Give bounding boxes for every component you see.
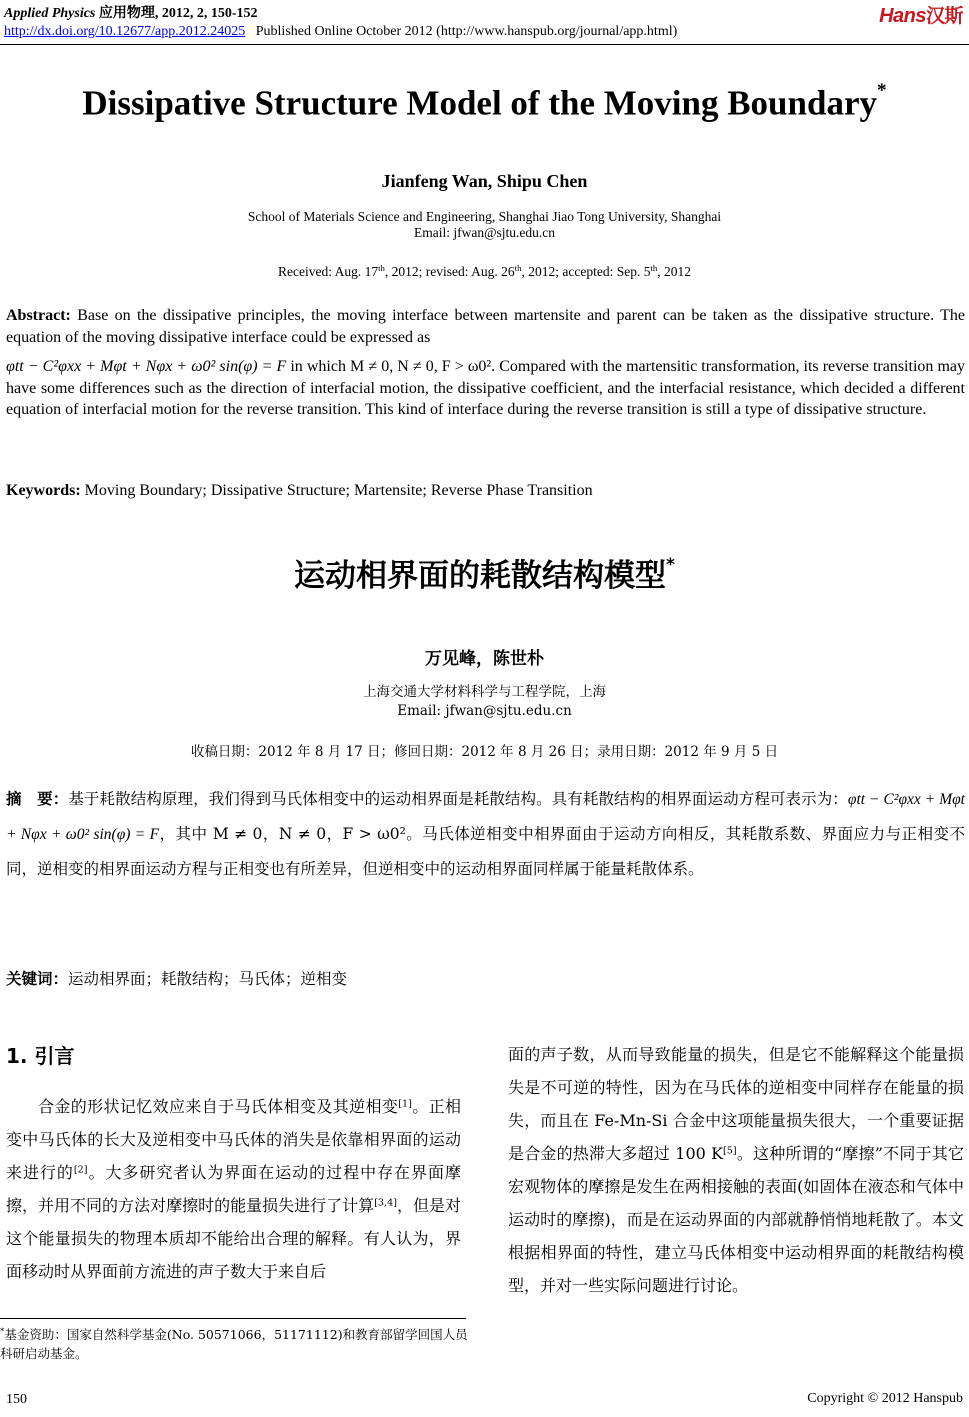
affiliation-text: School of Materials Science and Engineering, Shanghai Jiao Tong University, Shanghai bbox=[247, 209, 722, 224]
abstract-en: Abstract: Base on the dissipative principles, the moving interface between martensite and parent can be taken as the dissipative structure. The equation of the moving dissipative interface could be expressed as φtt − C²φxx + Mφt + Nφx + ω0² sin(φ) = F in which M ≠ 0, N ≠ 0, F > ω0². Compared with the martensitic transformation, its reverse transition may have some differences such as the direction of interfacial motion, the dissipative coefficient, and the interfacial resistance, which decided a different equation of interfacial motion for the reverse transition. This kind of interface during the reverse transition is still a type of dissipative structure. bbox=[6, 307, 965, 418]
doi-line bbox=[4, 24, 677, 40]
equation-en: φtt − C²φxx + Mφt + Nφx + ω0² sin(φ) = F bbox=[6, 358, 287, 375]
keywords-label: Keywords: bbox=[6, 482, 81, 499]
abstract-label: Abstract: bbox=[6, 307, 71, 324]
journal-name-cn: 应用物理 bbox=[98, 6, 155, 21]
citation-3-4[interactable]: [3,4] bbox=[374, 1197, 397, 1209]
abstract-cn: 摘 要：基于耗散结构原理，我们得到马氏体相变中的运动相界面是耗散结构。具有耗散结构的相界面运动方程可表示为：φtt − C²φxx + Mφt + Nφx + ω0² sin(φ) = F，其中 M ≠ 0，N ≠ 0，F > ω0²。马氏体逆相变中相界面由于运动方向相反，其耗散系数、界面应力与正相变不同，逆相变的相界面运动方程与正相变也有所差异，但逆相变中的运动相界面同样属于能量耗散体系。 bbox=[6, 789, 965, 878]
affiliation-cn: 上海交通大学材料科学与工程学院，上海 Email: jfwan@sjtu.edu.cn bbox=[0, 683, 969, 721]
abstract-cn-label: 摘 要： bbox=[6, 789, 69, 808]
dates-cn: 收稿日期：2012 年 8 月 17 日；修回日期：2012 年 8 月 26 日；录用日期：2012 年 9 月 5 日 bbox=[190, 744, 779, 760]
equation-cn: φtt − C²φxx + Mφt + Nφx + ω0² sin(φ) = F bbox=[6, 791, 965, 843]
paper-title-en: Dissipative Structure Model of the Moving Boundary* bbox=[82, 80, 887, 123]
keywords-en: Keywords: Moving Boundary; Dissipative Structure; Martensite; Reverse Phase Transition bbox=[6, 482, 593, 499]
citation-5[interactable]: [5] bbox=[723, 1145, 737, 1157]
paper-title-cn: 运动相界面的耗散结构模型* bbox=[294, 554, 675, 594]
affiliation-en bbox=[0, 209, 969, 241]
intro-left-column: 合金的形状记忆效应来自于马氏体相变及其逆相变[1]。正相变中马氏体的长大及逆相变中马氏体的消失是依靠相界面的运动来进行的[2]。大多研究者认为界面在运动的过程中存在界面摩擦，并用不同的方法对摩擦时的能量损失进行了计算[3,4]，但是对这个能量损失的物理本质却不能给出合理的解释。有人认为，界面移动时从界面前方流进的声子数大于来自后 bbox=[6, 1097, 461, 1281]
volume-info: , 2012, 2, 150-152 bbox=[154, 6, 258, 21]
authors-cn: 万见峰，陈世朴 bbox=[425, 649, 544, 669]
published-info: Published Online October 2012 (http://www.hanspub.org/journal/app.html) bbox=[255, 24, 678, 39]
header-rule bbox=[0, 44, 969, 45]
title-footnote-mark[interactable]: * bbox=[877, 80, 887, 101]
intro-right-column: 面的声子数，从而导致能量的损失，但是它不能解释这个能量损失是不可逆的特性，因为在马氏体的逆相变中同样存在能量的损失，而且在 Fe-Mn-Si 合金中这项能量损失很大，一个重要证据是合金的热滞大多超过 100 K[5]。这种所谓的“摩擦”不同于其它宏观物体的摩擦是发生在两相接触的表面(如固体在液态和气体中运动时的摩擦)，而是在运动界面的内部就静悄悄地耗散了。本文根据相界面的特性，建立马氏体相变中运动相界面的耗散结构模型，并对一些实际问题进行讨论。 bbox=[508, 1045, 964, 1295]
citation-2[interactable]: [2] bbox=[73, 1164, 88, 1176]
keywords-cn: 关键词：运动相界面；耗散结构；马氏体；逆相变 bbox=[6, 970, 348, 988]
keywords-cn-label: 关键词： bbox=[6, 970, 69, 988]
footnote-rule bbox=[0, 1318, 466, 1319]
dates-en: Received: Aug. 17th, 2012; revised: Aug. 26th, 2012; accepted: Sep. 5th, 2012 bbox=[277, 263, 692, 279]
journal-header bbox=[4, 2, 258, 22]
hans-logo: Hans汉斯 bbox=[879, 5, 963, 27]
footnote: *基金资助：国家自然科学基金(No. 50571066，51171112)和教育部留学回国人员科研启动基金。 bbox=[0, 1327, 468, 1362]
section-heading-intro: 1. 引言 bbox=[6, 1044, 75, 1068]
journal-name: Applied Physics bbox=[4, 6, 96, 21]
title-cn-footnote-mark[interactable]: * bbox=[666, 554, 675, 575]
citation-1[interactable]: [1] bbox=[398, 1098, 412, 1110]
authors-en: Jianfeng Wan, Shipu Chen bbox=[381, 171, 588, 191]
copyright: Copyright © 2012 Hanspub bbox=[807, 1391, 963, 1406]
email-cn: Email: jfwan@sjtu.edu.cn bbox=[397, 703, 572, 719]
doi-link[interactable]: http://dx.doi.org/10.12677/app.2012.24025 bbox=[4, 24, 246, 39]
page-number: 150 bbox=[6, 1392, 27, 1407]
email-en: Email: jfwan@sjtu.edu.cn bbox=[413, 225, 556, 240]
